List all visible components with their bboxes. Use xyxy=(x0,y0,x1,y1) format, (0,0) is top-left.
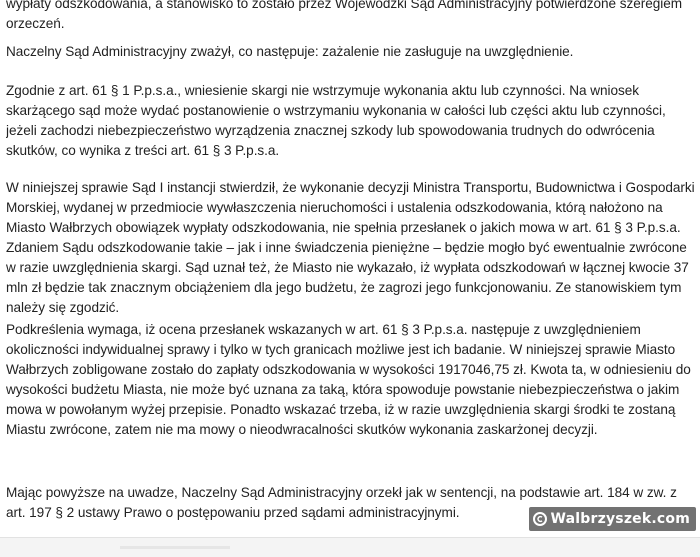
watermark-text: Walbrzyszek.com xyxy=(550,511,690,527)
copyright-icon xyxy=(533,512,547,526)
footer-divider xyxy=(120,546,230,549)
article-paragraph-continued: wypłaty odszkodowania, a stanowisko to zostało przez Wojewódzki Sąd Administracyjny potwierdzone szeregiem orzeczeń. xyxy=(6,0,682,31)
article-paragraph: W niniejszej sprawie Sąd I instancji stwierdził, że wykonanie decyzji Ministra Transportu, Budownictwa i Gospodarki Morskiej, wydanej w przedmiocie wywłaszczenia nieruchomości i ustalenia odszkodowania, którą nałożono na Miasto Wałbrzych obowiązek wypłaty odszkodowania, nie spełnia przesłanek o jakich mowa w art. 61 § 3 P.p.s.a. Zdaniem Sądu odszkodowanie takie – jak i inne świadczenia pieniężne – będzie mogło być ewentualnie zwrócone w razie uwzględnienia skargi. Sąd uznał też, że Miasto nie wykazało, iż wypłata odszkodowań w łącznej kwocie 37 mln zł będzie tak znacznym obciążeniem dla jego budżetu, że zagrozi jego funkcjonowaniu. Ze stanowiskiem tym należy się zgodzić. xyxy=(6,180,695,315)
article-paragraph: Mając powyższe na uwadze, Naczelny Sąd Administracyjny orzekł jak w sentencji, na podstawie art. 184 w zw. z art. 197 § 2 ustawy Prawo o postępowaniu przed sądami administracyjnymi. xyxy=(6,485,677,520)
page-footer-strip xyxy=(0,537,700,557)
article-paragraph: Podkreślenia wymaga, iż ocena przesłanek wskazanych w art. 61 § 3 P.p.s.a. następuje z uwzględnieniem okoliczności indywidualnej sprawy i tylko w tych granicach możliwe jest ich badanie. W niniejszej sprawie Miasto Wałbrzych zobligowane zostało do zapłaty odszkodowania w wysokości 1917046,75 zł. Kwota ta, w odniesieniu do wysokości budżetu Miasta, nie może być uznana za taką, która spowoduje powstanie niebezpieczeństwa o jakim mowa w powołanym wyżej przepisie. Ponadto wskazać trzeba, iż w razie uwzględnienia skargi środki te zostaną Miastu zwrócone, zatem nie ma mowy o nieodwracalności skutków wykonania zaskarżonej decyzji. xyxy=(6,322,691,437)
article-body xyxy=(6,0,696,530)
article-paragraph: Zgodnie z art. 61 § 1 P.p.s.a., wniesienie skargi nie wstrzymuje wykonania aktu lub czynności. Na wniosek skarżącego sąd może wydać postanowienie o wstrzymaniu wykonania w całości lub części aktu lub czynności, jeżeli zachodzi niebezpieczeństwo wyrządzenia znacznej szkody lub spowodowania trudnych do odwrócenia skutków, co wynika z treści art. 61 § 3 P.p.s.a. xyxy=(6,83,666,158)
article-paragraph: Naczelny Sąd Administracyjny zważył, co następuje: zażalenie nie zasługuje na uwzględnienie. xyxy=(6,44,574,59)
site-watermark xyxy=(529,507,697,531)
